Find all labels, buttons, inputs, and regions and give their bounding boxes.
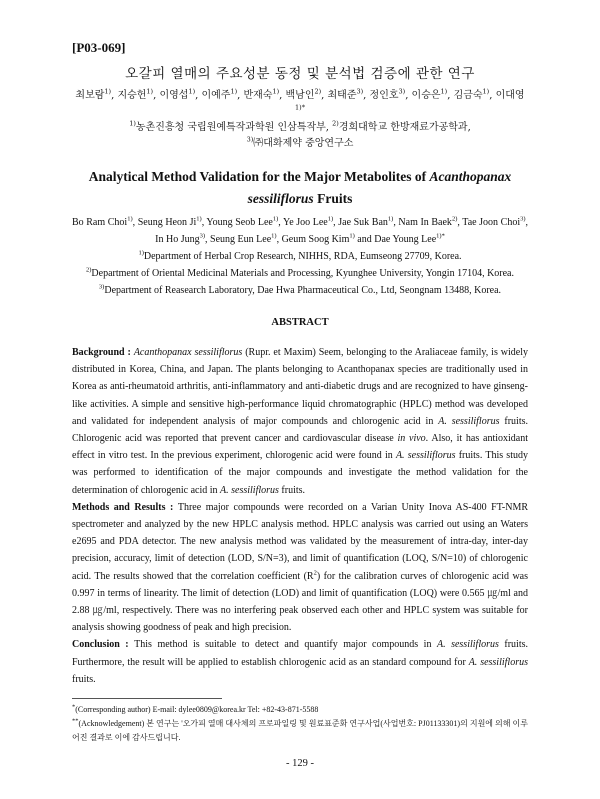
italic-text: A. sessiliflorus — [395, 450, 456, 462]
affiliation-text: 농촌진흥청 국립원예특작과학원 인삼특작부, — [135, 122, 333, 133]
author-affiliation-mark: 1) — [272, 87, 280, 96]
author-name: In Ho Jung — [155, 234, 200, 245]
affiliation-line — [72, 248, 528, 265]
superscript: 2 — [313, 569, 317, 577]
affiliation-mark: 1) — [138, 249, 144, 257]
body-text: . Also, it has antioxidant effect in vitro test. In the previous experiment, chlorogenic acid were found in — [72, 433, 529, 462]
author-name: Dae Young Lee — [374, 234, 437, 245]
affiliation-mark: 3) — [246, 135, 254, 144]
author-name: 반재숙 — [243, 90, 273, 101]
body-text: fruits. — [278, 484, 306, 496]
italic-text: in vivo — [397, 433, 426, 445]
author-name: Ye Joo Lee — [282, 217, 328, 228]
author-affiliation-mark: 1) — [196, 215, 202, 223]
author-name: Young Seob Lee — [206, 217, 273, 228]
author-affiliation-mark: 1) — [387, 215, 394, 223]
english-affiliations — [72, 248, 528, 299]
affiliation-text: Department of Oriental Medicinal Materials and Processing, Kyunghee University, Yongin 17104, Korea. — [91, 268, 514, 279]
author-affiliation-mark: 1) — [271, 232, 277, 240]
english-authors: Bo Ram Choi$^{1)}$, Seung Heon Ji$^{1)}$, Young Seob Lee$^{1)}$, Ye Joo Lee$^{1)}$, Jae Suk Ban$^{1)}$, Nam In Baek$^{2)}$, Tae Joon Choi$^{3)}$, In Ho Jung$^{3)}$, Seung Eun Lee$^{1)}$, Geum Soog Kim$^{1)}$ and Dae Young Lee$^{1)*}$ — [72, 215, 529, 245]
author-affiliation-mark: 3) — [356, 87, 364, 96]
methods-label: Methods and Results : — [72, 501, 178, 513]
paper-page — [72, 40, 528, 745]
english-title-genus: Acanthopanax — [429, 169, 512, 184]
background-paragraph — [72, 344, 528, 499]
author-name: 김금숙 — [453, 90, 483, 101]
korean-authors: 최보람$^{1)}$, 지승헌$^{1)}$, 이영섭$^{1)}$, 이예주$^{1)}$, 반재숙$^{1)}$, 백남인$^{2)}$, 최태준$^{3)}$, 정인호$^{3)}$, 이승은$^{1)}$, 김금숙$^{1)}$, 이대영$^{1)*}$ — [75, 87, 525, 112]
footnote-text: (Acknowledgement) 본 연구는 '오가피 열매 대사체의 프로파일링 및 원료표준화 연구사업(사업번호: PJ01133301)의 지원에 의해 이루어진 결과로 이에 감사드립니다. — [72, 719, 528, 743]
author-name: Nam In Baek — [398, 217, 452, 228]
author-affiliation-mark: 1) — [482, 87, 490, 96]
footnote-text: (Corresponding author) E-mail: dylee0809@korea.kr Tel: +82-43-871-5588 — [75, 705, 319, 715]
italic-text: A. sessiliflorus — [220, 484, 279, 496]
body-text: ) for the calibration curves of chlorogenic acid was 0.997 in terms of linearity. The limit of detection (LOD) and limit of quantification (LOQ) were 0.565 ㎍/ml and 2.88 ㎍/ml, respectively. There was no interfering peak observed each other and HPLC system was suitable for analysis showing goodness of peak and high precision. — [72, 570, 528, 634]
author-name: Seung Eun Lee — [210, 234, 272, 245]
author-name: Jae Suk Ban — [338, 217, 388, 228]
footnote — [72, 717, 528, 745]
english-title-part1: Analytical Method Validation for the Major Metabolites of — [88, 169, 430, 184]
italic-text: Acanthopanax sessiliflorus — [133, 347, 243, 358]
korean-affiliations-line2 — [72, 136, 528, 152]
author-affiliation-mark: 2) — [314, 87, 322, 96]
author-name: 이예주 — [201, 90, 231, 101]
poster-code: [P03-069] — [72, 40, 126, 55]
affiliation-line — [72, 282, 528, 299]
author-affiliation-mark: 1) — [127, 215, 133, 223]
body-text: fruits. — [72, 673, 96, 685]
italic-text: A. sessiliflorus — [468, 656, 528, 668]
author-name: Bo Ram Choi — [72, 217, 128, 228]
author-name: Tae Joon Choi — [462, 217, 521, 228]
author-name: Geum Soog Kim — [281, 234, 350, 245]
affiliation-mark: 3) — [98, 283, 105, 291]
author-name: 정인호 — [369, 90, 399, 101]
affiliation-text: ㈜대화제약 중앙연구소 — [253, 138, 354, 149]
author-affiliation-mark: 1)* — [436, 232, 445, 240]
korean-affiliations-line1 — [72, 120, 528, 136]
affiliation-mark: 2) — [332, 119, 339, 128]
abstract-heading: ABSTRACT — [271, 317, 329, 328]
author-affiliation-mark: 1) — [146, 87, 154, 96]
footnotes — [72, 703, 528, 745]
affiliation-mark: 1) — [129, 119, 136, 128]
author-name: 최태준 — [327, 90, 357, 101]
body-text: Three major compounds were recorded on a Varian Unity Inova AS-400 FT-NMR spectrometer and analyzed by the new HPLC analysis method. HPLC analysis was carried out using an Waters e2695 and PDA detector. The new analysis method was validated by the measurement of intra-day, inter-day precision, accuracy, limit of detection (LOD, S/N=3), and limit of quantification (LOQ, S/N=10) of chlorogenic acid. The results showed that the correlation coefficient (R — [72, 501, 529, 582]
author-affiliation-mark: 1) — [327, 215, 334, 223]
footnote — [72, 703, 528, 717]
conclusion-label: Conclusion : — [72, 639, 135, 651]
conclusion-paragraph — [72, 636, 528, 688]
methods-text — [72, 502, 528, 633]
footnote-mark: * — [72, 703, 76, 711]
affiliation-text: Department of Herbal Crop Research, NIHHS, RDA, Eumseong 27709, Korea. — [143, 251, 462, 262]
author-affiliation-mark: 3) — [398, 87, 406, 96]
affiliation-mark: 2) — [85, 266, 92, 274]
author-name: 이승은 — [411, 90, 441, 101]
author-affiliation-mark: 3) — [199, 232, 206, 240]
author-name: 백남인 — [285, 90, 315, 101]
italic-text: A. sessiliflorus — [438, 415, 500, 427]
affiliation-text: Department of Reasearch Laboratory, Dae Hwa Pharmaceutical Co., Ltd, Seongnam 13488, Korea. — [104, 285, 502, 296]
body-text: fruits. This study was performed to identification of the major compounds and investigate the method validation for the determination of chlorogenic acid in — [72, 450, 528, 496]
page-number: - 129 - — [286, 758, 314, 769]
korean-title: 오갈피 열매의 주요성분 동정 및 분석법 검증에 관한 연구 — [125, 66, 475, 82]
body-text: fruits. Chlorogenic acid was reported that prevent cancer and cardiovascular disease — [72, 415, 528, 445]
body-text: This method is suitable to detect and quantify major compounds in — [134, 639, 437, 651]
footnote-divider — [72, 698, 222, 699]
italic-text: A. sessiliflorus — [436, 639, 499, 651]
author-affiliation-mark: 1) — [272, 215, 279, 223]
conclusion-text — [72, 639, 528, 684]
author-affiliation-mark: 1) — [440, 87, 448, 96]
author-name: 이영섭 — [159, 90, 189, 101]
body-text: fruits. Furthermore, the result will be applied to establish chlorogenic acid as an standard compound for — [72, 639, 529, 668]
footnote-mark: ** — [72, 717, 79, 725]
author-affiliation-mark: 1) — [349, 232, 355, 240]
author-affiliation-mark: 1) — [230, 87, 238, 96]
english-title-species: sessiliflorus — [247, 191, 314, 206]
english-title — [72, 166, 528, 210]
body-text: (Rupr. et Maxim) Seem, belonging to the Araliaceae family, is widely distributed in Korea, China, and Japan. The plants belonging to Acanthopanax species are traditionally used in Korea as anti-rheumatoid arthritis, anti-inflammatory and anti-diabetic drugs and are recognized to have ginseng-like activities. A simple and sensitive high-performance liquid chromatographic (HPLC) method was developed and validated for independent analysis of major compounds and chlorogenic acid in — [72, 347, 528, 427]
author-affiliation-mark: 1)* — [295, 103, 305, 112]
author-affiliation-mark: 3) — [520, 215, 526, 223]
background-text — [72, 347, 528, 496]
english-title-part2: Fruits — [313, 191, 353, 206]
author-name: 지승헌 — [117, 90, 147, 101]
author-affiliation-mark: 1) — [188, 87, 196, 96]
author-name: 이대영 — [495, 90, 525, 101]
affiliation-line — [72, 265, 528, 282]
author-name: 최보람 — [75, 90, 105, 101]
background-label: Background : — [72, 347, 134, 358]
author-affiliation-mark: 2) — [451, 215, 458, 223]
author-name: Seung Heon Ji — [137, 217, 197, 228]
methods-paragraph — [72, 499, 528, 637]
affiliation-text: 경희대학교 한방재료가공학과, — [338, 122, 471, 133]
author-affiliation-mark: 1) — [104, 87, 112, 96]
